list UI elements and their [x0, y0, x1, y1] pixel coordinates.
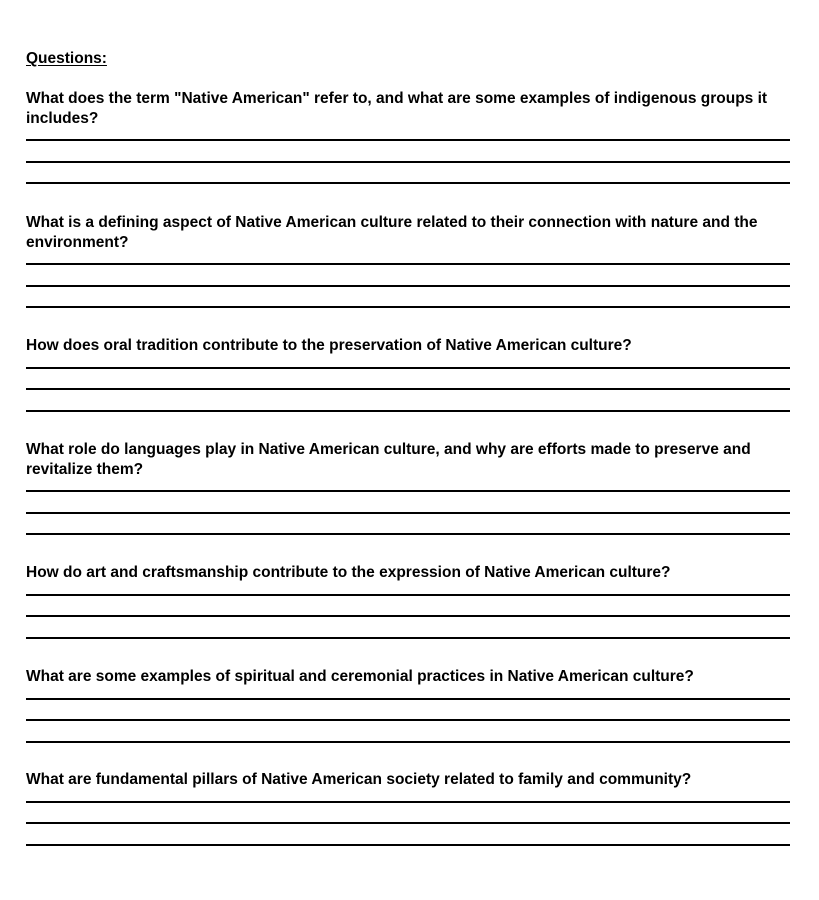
question-text: How does oral tradition contribute to the preservation of Native American culture?: [26, 337, 632, 354]
answer-line[interactable]: [26, 512, 790, 514]
question-text: What are some examples of spiritual and ceremonial practices in Native American culture?: [26, 668, 694, 685]
answer-line[interactable]: [26, 161, 790, 163]
question-7: [26, 770, 798, 865]
answer-line[interactable]: [26, 182, 790, 184]
answer-lines: [26, 139, 798, 184]
answer-lines: [26, 263, 798, 308]
question-6: [26, 667, 798, 762]
answer-line[interactable]: [26, 615, 790, 617]
question-4: [26, 440, 798, 555]
question-text: What is a defining aspect of Native American culture related to their connection with nature and the environment?: [26, 214, 758, 251]
answer-line[interactable]: [26, 844, 790, 846]
answer-line[interactable]: [26, 533, 790, 535]
answer-line[interactable]: [26, 263, 790, 265]
question-1: [26, 89, 798, 204]
answer-line[interactable]: [26, 719, 790, 721]
answer-line[interactable]: [26, 306, 790, 308]
question-2: [26, 213, 798, 328]
answer-line[interactable]: [26, 285, 790, 287]
answer-line[interactable]: [26, 367, 790, 369]
question-text: How do art and craftsmanship contribute to the expression of Native American culture?: [26, 564, 671, 581]
question-text: What does the term "Native American" refer to, and what are some examples of indigenous groups it includes?: [26, 90, 768, 127]
answer-lines: [26, 698, 798, 743]
question-text: What role do languages play in Native American culture, and why are efforts made to preserve and revitalize them?: [26, 441, 751, 478]
answer-lines: [26, 490, 798, 535]
question-text: What are fundamental pillars of Native American society related to family and community?: [26, 771, 692, 788]
answer-line[interactable]: [26, 698, 790, 700]
answer-line[interactable]: [26, 388, 790, 390]
question-5: [26, 563, 798, 658]
answer-lines: [26, 367, 798, 412]
question-3: [26, 336, 798, 431]
answer-line[interactable]: [26, 822, 790, 824]
answer-line[interactable]: [26, 801, 790, 803]
answer-line[interactable]: [26, 490, 790, 492]
answer-lines: [26, 594, 798, 639]
answer-line[interactable]: [26, 741, 790, 743]
answer-lines: [26, 801, 798, 846]
questions-heading: Questions:: [26, 50, 107, 67]
answer-line[interactable]: [26, 139, 790, 141]
answer-line[interactable]: [26, 594, 790, 596]
answer-line[interactable]: [26, 637, 790, 639]
answer-line[interactable]: [26, 410, 790, 412]
